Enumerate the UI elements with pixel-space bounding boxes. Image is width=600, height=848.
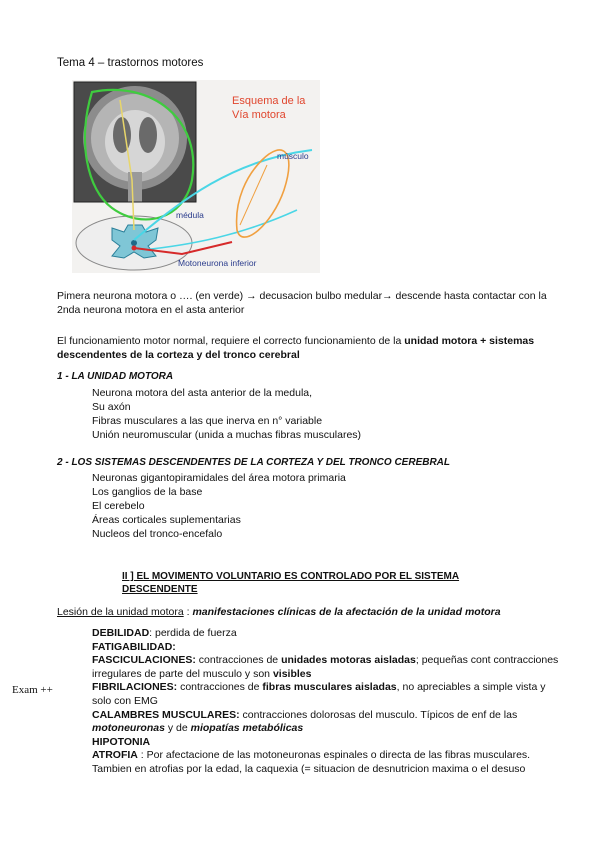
list-item: Neuronas gigantopiramidales del área motora primaria xyxy=(92,472,346,484)
lesion-line xyxy=(57,606,501,618)
bold-italic-motoneuronas: motoneuronas xyxy=(92,722,165,735)
section-1-heading: 1 - LA UNIDAD MOTORA xyxy=(57,371,174,382)
term-calambres: CALAMBRES MUSCULARES: xyxy=(92,708,240,721)
bold-fibr-2: fibras musculares aisladas xyxy=(262,681,397,694)
margin-note: Exam ++ xyxy=(12,684,53,696)
intro-paragraph-2 xyxy=(57,334,557,362)
term-debilidad: DEBILIDAD xyxy=(92,627,150,639)
bold-italic-miopatias: miopatías metabólicas xyxy=(190,722,304,735)
bold-fasc-2: unidades motoras aisladas xyxy=(281,654,416,667)
lesion-description: manifestaciones clínicas de la afectación de la unidad motora xyxy=(192,606,501,618)
page-title: Tema 4 – trastornos motores xyxy=(57,57,204,69)
figure-title-2: Vía motora xyxy=(232,109,286,121)
bold-fasc-3: visibles xyxy=(272,667,312,680)
desc-fasc-2: ; pequeñas cont contracciones irregulares de parte del musculo y son xyxy=(92,654,559,680)
label-medula: médula xyxy=(176,210,204,220)
section-title: II ] EL MOVIMENTO VOLUNTARIO ES CONTROLADO POR EL SISTEMA DESCENDENTE xyxy=(122,571,460,595)
section-2-heading: 2 - LOS SISTEMAS DESCENDENTES DE LA CORTEZA Y DEL TRONCO CEREBRAL xyxy=(57,457,451,468)
list-item: El cerebelo xyxy=(92,500,145,512)
section-2-list xyxy=(92,471,346,541)
section-1-list xyxy=(92,386,361,442)
desc-fasc-1: contracciones de xyxy=(195,654,282,667)
desc-calam-2: y de xyxy=(164,722,191,735)
label-musculo: músculo xyxy=(277,151,309,161)
desc-atrofia: : Por afectacione de las motoneuronas espinales o directa de las fibras musculares. Tambien en atrofias por la edad, la caquexia (= situacion de desnutricion maxima o el desuso xyxy=(92,749,531,775)
list-item: Neurona motora del asta anterior de la medula, xyxy=(92,387,313,399)
desc-debilidad: : perdida de fuerza xyxy=(149,627,237,639)
term-fatigabilidad: FATIGABILIDAD: xyxy=(92,640,176,653)
list-item: Áreas corticales suplementarias xyxy=(92,514,241,526)
manifestations-list xyxy=(92,627,562,777)
list-item: Su axón xyxy=(92,401,131,413)
item-calambres xyxy=(92,709,562,736)
intro-paragraph-2-text: El funcionamiento motor normal, requiere el correcto funcionamiento de la xyxy=(57,335,405,347)
term-fibrilaciones: FIBRILACIONES: xyxy=(92,681,178,694)
term-atrofia: ATROFIA xyxy=(92,749,138,762)
item-debilidad xyxy=(92,627,562,641)
item-hipotonia xyxy=(92,736,562,750)
desc-fibr-1: contracciones de xyxy=(177,681,263,694)
intro-paragraph-2-bold: unidad motora + sistemas descendentes de la corteza y del tronco cerebral xyxy=(57,335,535,361)
label-motoneurona: Motoneurona inferior xyxy=(178,258,257,268)
list-item: Unión neuromuscular (unida a muchas fibras musculares) xyxy=(92,429,362,441)
intro-paragraph-1: Pimera neurona motora o …. (en verde) → decusacion bulbo medular→ descende hasta contactar con la 2nda neurona motora en el asta anterior xyxy=(57,290,547,316)
desc-fibr-2: , no apreciables a simple vista y solo con EMG xyxy=(92,681,546,707)
list-item: Fibras musculares a las que inerva en n° variable xyxy=(92,415,323,427)
list-item: Los ganglios de la base xyxy=(92,486,203,498)
motor-pathway-figure xyxy=(72,80,320,273)
motor-pathway-diagram xyxy=(72,80,320,273)
term-hipotonia: HIPOTONIA xyxy=(92,735,151,748)
item-fasciculaciones xyxy=(92,654,562,681)
term-fasciculaciones: FASCICULACIONES: xyxy=(92,654,196,667)
lesion-separator: : xyxy=(183,606,193,618)
list-item: Nucleos del tronco-encefalo xyxy=(92,528,223,540)
item-fatigabilidad xyxy=(92,641,562,655)
desc-calam-1: contracciones dolorosas del musculo. Típicos de enf de las xyxy=(239,708,518,721)
item-fibrilaciones xyxy=(92,681,562,708)
item-atrofia xyxy=(92,749,562,776)
lesion-label: Lesión de la unidad motora xyxy=(57,606,184,618)
figure-title-1: Esquema de la xyxy=(232,95,306,107)
